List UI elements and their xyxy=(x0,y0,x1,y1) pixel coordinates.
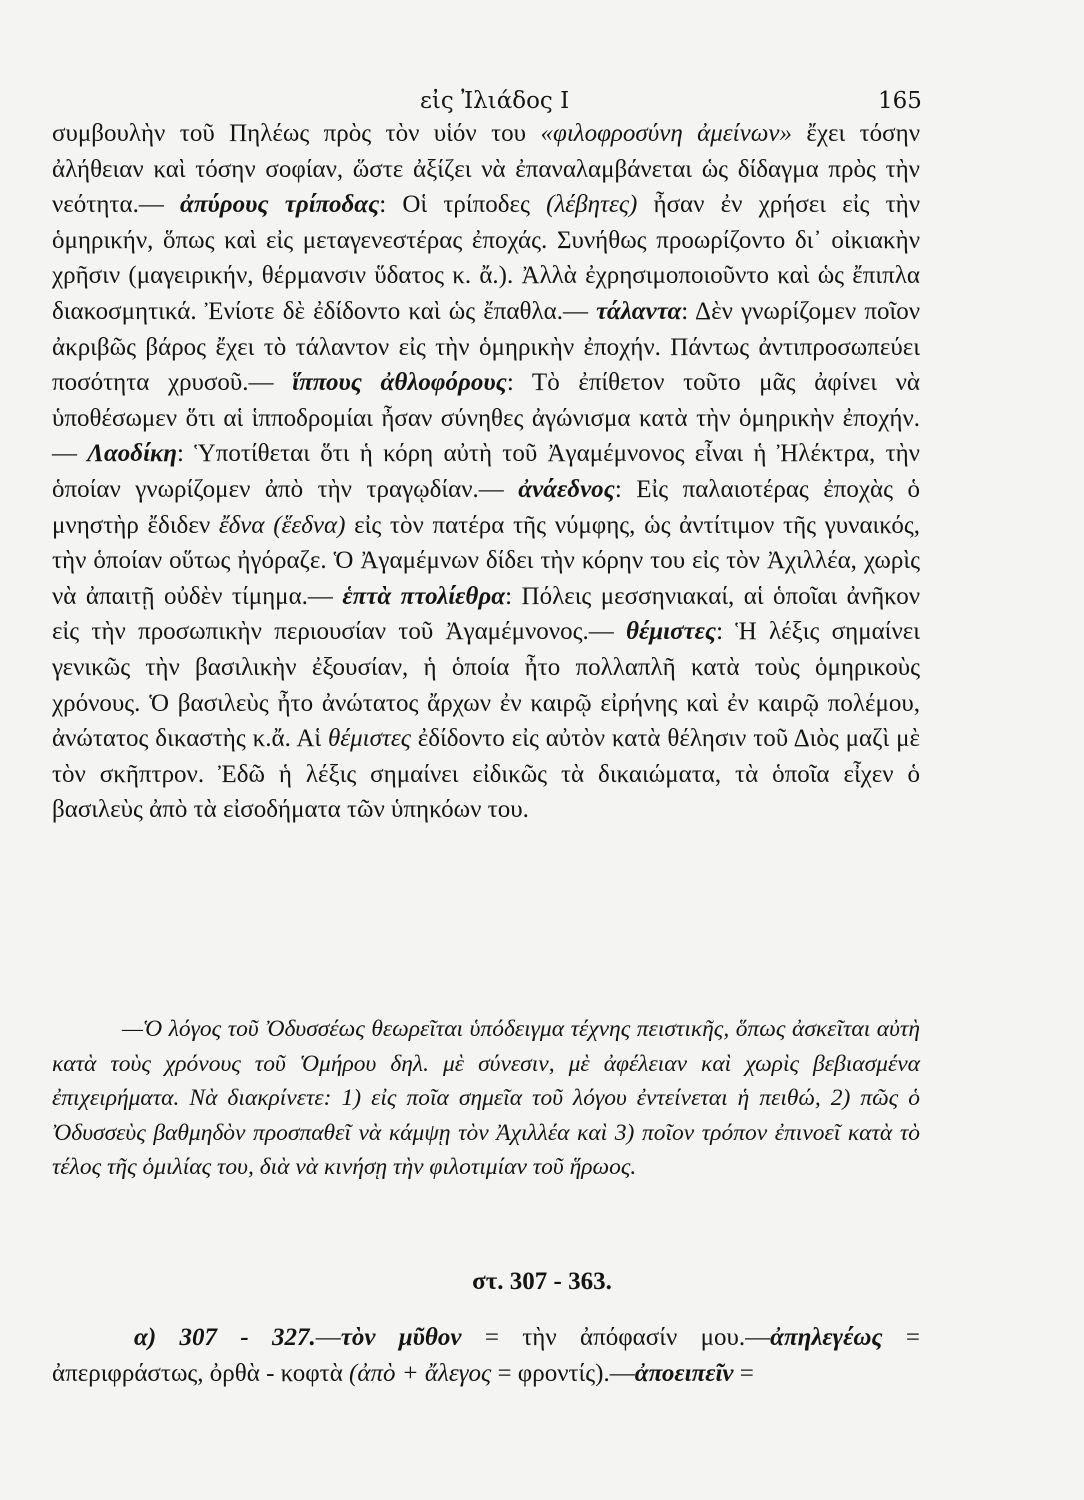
text-run: : Πόλεις μεσσηνιακαί, αἱ ὁποῖαι ἀνῆκον εἰς τὴν προσωπικὴν περιουσίαν τοῦ Ἀγαμέμνονος.— xyxy=(52,582,921,646)
lemma-apelegeos: ἀπηλεγέως xyxy=(770,1324,883,1351)
text-run: = φροντίς).— xyxy=(491,1359,635,1387)
text-run: : Οἱ τρίποδες xyxy=(379,191,547,219)
verse-reference: α) 307 - 327. xyxy=(134,1324,316,1351)
text-run: : Ἡ λέξις σημαίνει γενικῶς τὴν βασιλικὴν ἐξουσίαν, ἡ ὁποία ἦτο πολλαπλῆ κατὰ τοὺς ὁμηρικοὺς χρόνους. Ὁ βασιλεὺς ἦτο ἀνώτατος ἄρχων ἐν καιρῷ εἰρήνης καὶ ἐν καιρῷ πολέμου, ἀνώτατος δικαστὴς κ.ἄ. Αἱ xyxy=(52,618,920,753)
text-run: = ἀπεριφράστως, ὀρθὰ - κοφτὰ xyxy=(52,1324,920,1387)
italic-etymology: (ἀπὸ + ἄλεγος xyxy=(349,1359,492,1387)
quoted-phrase: «φιλοφροσύνη ἀμείνων» xyxy=(540,120,792,147)
lemma-themistes: θέμιστες xyxy=(626,618,717,646)
text-run: ἐδίδοντο εἰς αὐτὸν κατὰ θέλησιν τοῦ Διὸς μαζὶ μὲ τὸν σκῆπτρον. Ἐδῶ ἡ λέξις σημαίνει εἰδικῶς τὰ δικαιώματα, τὰ ὁποῖα εἶχεν ὁ βασιλεὺς ἀπὸ τὰ εἰσοδήματα τῶν ὑπηκόων του. xyxy=(52,725,920,824)
text-run: — xyxy=(315,1324,341,1351)
page-number: 165 xyxy=(878,88,922,114)
lemma-laodike: Λαοδίκη xyxy=(87,440,177,468)
text-run: εἰς τὸν πατέρα τῆς νύμφης, ὡς ἀντίτιμον τῆς γυναικός, τὴν ὁποίαν οὕτως ἠγόραζε. Ὁ Ἀγαμέμνων δίδει τὴν κόρην του εἰς τὸν Ἀχιλλέα, χωρὶς νὰ ἀπαιτῇ οὐδὲν τίμημα.— xyxy=(52,511,920,610)
text-run: : Τὸ ἐπίθετον τοῦτο μᾶς ἀφίνει νὰ ὑποθέσωμεν ὅτι αἱ ἱπποδρομίαι ἦσαν σύνηθες ἀγώνισμα κατὰ τὴν ὁμηρικὴν ἐποχήν.— xyxy=(52,369,920,468)
italic-term: (λέβητες) xyxy=(546,191,638,219)
lemma-mython: τὸν μῦθον xyxy=(340,1324,462,1351)
commentary-paragraph xyxy=(52,116,920,828)
text-run: : Εἰς παλαιοτέρας ἐποχὰς ὁ μνηστὴρ ἔδιδεν xyxy=(52,475,920,539)
lemma-hippous: ἵππους ἀθλοφόρους xyxy=(292,369,507,397)
text-run: συμβουλὴν τοῦ Πηλέως πρὸς τὸν υἱόν του xyxy=(52,120,541,147)
exercise-paragraph: —Ὁ λόγος τοῦ Ὀδυσσέως θεωρεῖται ὑπόδειγμα τέχνης πειστικῆς, ὅπως ἀσκεῖται αὐτὴ κατὰ τοὺς χρόνους τοῦ Ὁμήρου δηλ. μὲ σύνεσιν, μὲ ἀφέλειαν καὶ χωρὶς βεβιασμένα ἐπιχειρήματα. Νὰ διακρίνετε: 1) εἰς ποῖα σημεῖα τοῦ λόγου ἐντείνεται ἡ πειθώ, 2) πῶς ὁ Ὀδυσσεὺς βαθμηδὸν προσπαθεῖ νὰ κάμψῃ τὸν Ἀχιλλέα καὶ 3) ποῖον τρόπον ἐπινοεῖ κατὰ τὸ τέλος τῆς ὁμιλίας του, διὰ νὰ κινήσῃ τὴν φιλοτιμίαν τοῦ ἥρωος. xyxy=(52,1016,920,1180)
lemma-anaednos: ἀνάεδνος xyxy=(518,475,615,503)
lemma-tripodas: ἀπύρους τρίποδας xyxy=(180,191,380,219)
lemma-talanta: τάλαντα xyxy=(596,297,682,325)
text-run: ἦσαν ἐν χρήσει εἰς τὴν ὁμηρικήν, ὅπως καὶ εἰς μεταγενεστέρας ἐποχάς. Συνήθως προωρίζοντο δι᾽ οἰκιακὴν χρῆσιν (μαγειρικήν, θέρμανσιν ὕδατος κ. ἄ.). Ἀλλὰ ἐχρησιμοποιοῦντο καὶ ὡς ἔπιπλα διακοσμητικά. Ἐνίοτε δὲ ἐδίδοντο καὶ ὡς ἔπαθλα.— xyxy=(52,191,920,325)
text-run: : Ὑποτίθεται ὅτι ἡ κόρη αὐτὴ τοῦ Ἀγαμέμνονος εἶναι ἡ Ἠλέκτρα, τὴν ὁποίαν γνωρίζομεν ἀπὸ τὴν τραγῳδίαν.— xyxy=(52,440,920,503)
text-run: = xyxy=(733,1359,754,1387)
text-run: = τὴν ἀπόφασίν μου.— xyxy=(461,1324,771,1351)
lemma-epta-ptoliethra: ἑπτὰ πτολίεθρα xyxy=(342,582,506,610)
italic-term: ἔδνα (ἕεδνα) xyxy=(218,511,346,539)
lemma-apoeipein: ἀποειπεῖν xyxy=(634,1359,734,1387)
section-title: στ. 307 - 363. xyxy=(472,1268,612,1295)
text-run: ἔχει τόσην ἀλήθειαν καὶ τόσην σοφίαν, ὥστε ἀξίζει νὰ ἐπαναλαμβάνεται ὡς δίδαγμα πρὸς τὴν νεότητα.— xyxy=(52,120,921,219)
italic-term: θέμιστες xyxy=(327,725,411,753)
page-header xyxy=(0,88,1084,118)
text-run: : Δὲν γνωρίζομεν ποῖον ἀκριβῶς βάρος ἔχει τὸ τάλαντον εἰς τὴν ὁμηρικὴν ἐποχήν. Πάντως ἀντιπροσωπεύει ποσότητα χρυσοῦ.— xyxy=(52,297,921,397)
glossary-paragraph xyxy=(52,1320,920,1391)
running-head: εἰς Ἰλιάδος Ι xyxy=(420,88,570,114)
